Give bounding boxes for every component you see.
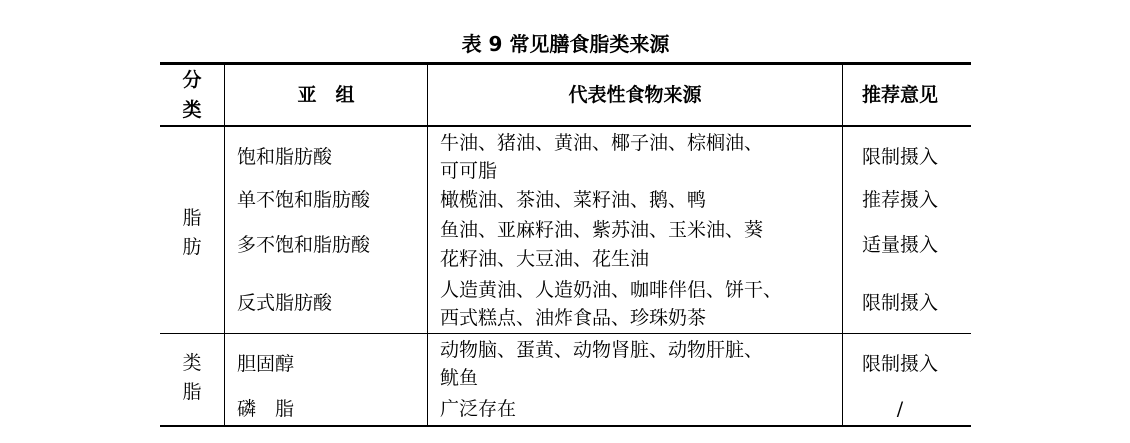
sources-monounsaturated-line1: 橄榄油、茶油、菜籽油、鹅、鸭 [440, 189, 707, 211]
sources-phospholipid-line1: 广泛存在 [440, 398, 517, 420]
category-lipid-line2: 脂 [182, 381, 202, 403]
sources-cholesterol-line2: 鱿鱼 [440, 367, 479, 389]
subgroup-cholesterol: 胆固醇 [237, 353, 295, 375]
sources-polyunsaturated-line1: 鱼油、亚麻籽油、紫苏油、玉米油、葵 [440, 219, 764, 241]
category-lipid-line1: 类 [182, 352, 202, 374]
sources-cholesterol-line1: 动物脑、蛋黄、动物肾脏、动物肝脏、 [440, 339, 764, 361]
subgroup-monounsaturated: 单不饱和脂肪酸 [237, 189, 371, 211]
sources-saturated-line1: 牛油、猪油、黄油、椰子油、棕榈油、 [440, 132, 764, 154]
table-caption: 表 9 常见膳食脂类来源 [461, 32, 670, 56]
advice-cholesterol: 限制摄入 [861, 353, 938, 375]
subgroup-saturated: 饱和脂肪酸 [237, 146, 333, 168]
column-divider-category [224, 64, 225, 426]
subgroup-phospholipid: 磷 脂 [237, 398, 295, 420]
sources-saturated-line2: 可可脂 [440, 160, 498, 182]
advice-phospholipid: / [896, 398, 904, 420]
table-header-rule [160, 125, 971, 127]
advice-saturated: 限制摄入 [861, 146, 938, 168]
category-fat-line1: 脂 [182, 207, 202, 229]
subgroup-trans: 反式脂肪酸 [237, 292, 333, 314]
table-bottom-rule [160, 425, 971, 427]
table-top-rule [160, 62, 971, 65]
advice-trans: 限制摄入 [861, 292, 938, 314]
header-category-line1: 分 [182, 69, 202, 91]
header-subgroup: 亚 组 [297, 84, 355, 106]
header-sources: 代表性食物来源 [568, 84, 702, 106]
subgroup-polyunsaturated: 多不饱和脂肪酸 [237, 234, 371, 256]
sources-trans-line2: 西式糕点、油炸食品、珍珠奶茶 [440, 307, 707, 329]
advice-polyunsaturated: 适量摄入 [861, 234, 938, 256]
advice-monounsaturated: 推荐摄入 [861, 189, 938, 211]
header-category-line2: 类 [182, 99, 202, 121]
category-fat-line2: 肪 [182, 236, 202, 258]
sources-trans-line1: 人造黄油、人造奶油、咖啡伴侣、饼干、 [440, 279, 783, 301]
header-advice: 推荐意见 [861, 84, 938, 106]
column-divider-subgroup [427, 64, 428, 426]
table-group-rule [160, 333, 971, 334]
sources-polyunsaturated-line2: 花籽油、大豆油、花生油 [440, 248, 650, 270]
